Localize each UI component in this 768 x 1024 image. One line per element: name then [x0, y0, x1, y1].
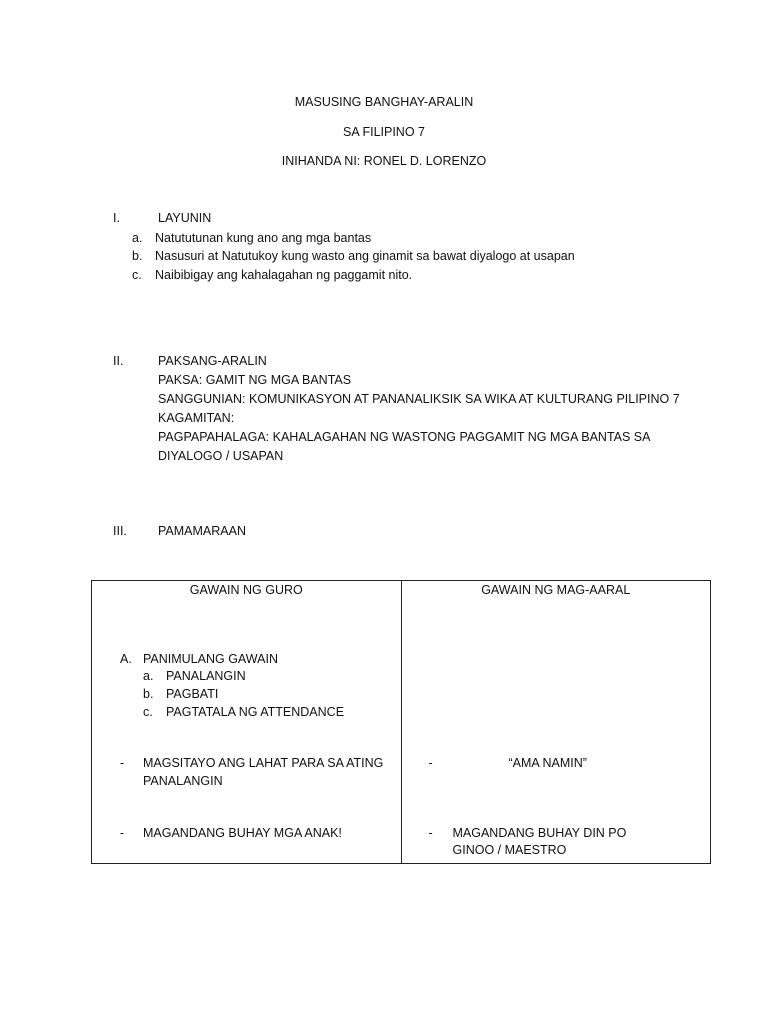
section2-numeral: II. — [113, 354, 124, 368]
student-column — [401, 581, 711, 864]
teacher-bullet1-marker: - — [120, 756, 125, 770]
subitem-b-marker: b. — [143, 687, 154, 701]
teacher-bullet1-line2: PANALANGIN — [143, 774, 223, 788]
doc-title: MASUSING BANGHAY-ARALIN — [294, 95, 474, 109]
teacher-column — [92, 581, 402, 864]
teacher-bullet1-line1: MAGSITAYO ANG LAHAT PARA SA ATING — [143, 756, 384, 770]
section1-numeral: I. — [113, 211, 120, 225]
subitem-c-marker: c. — [143, 705, 153, 719]
doc-author: INIHANDA NI: RONEL D. LORENZO — [281, 154, 487, 168]
student-bullet1-marker: - — [428, 756, 433, 770]
section2-reference: SANGGUNIAN: KOMUNIKASYON AT PANANALIKSIK SA WIKA AT KULTURANG PILIPINO 7 — [158, 392, 680, 406]
section1-title: LAYUNIN — [158, 211, 212, 225]
subitem-a: PANALANGIN — [166, 669, 246, 683]
part-a-title: PANIMULANG GAWAIN — [143, 652, 278, 666]
teacher-bullet2-marker: - — [120, 826, 125, 840]
section1-item-b: Nasusuri at Natutukoy kung wasto ang ginamit sa bawat diyalogo at usapan — [155, 249, 575, 263]
section2-values-line1: PAGPAPAHALAGA: KAHALAGAHAN NG WASTONG PAGGAMIT NG MGA BANTAS SA — [158, 430, 651, 444]
section1-item-a: Natututunan kung ano ang mga bantas — [155, 231, 372, 245]
student-bullet1: “AMA NAMIN” — [508, 756, 587, 770]
section2-values-line2: DIYALOGO / USAPAN — [158, 449, 284, 463]
procedure-table — [91, 580, 711, 864]
section3-title: PAMAMARAAN — [158, 524, 246, 538]
section2-topic: PAKSA: GAMIT NG MGA BANTAS — [158, 373, 352, 387]
student-bullet2-line1: MAGANDANG BUHAY DIN PO — [452, 826, 627, 840]
section1-item-b-marker: b. — [132, 249, 143, 263]
teacher-bullet2: MAGANDANG BUHAY MGA ANAK! — [143, 826, 342, 840]
subitem-c: PAGTATALA NG ATTENDANCE — [166, 705, 345, 719]
part-a-marker: A. — [120, 652, 132, 666]
section2-materials: KAGAMITAN: — [158, 411, 235, 425]
subitem-a-marker: a. — [143, 669, 154, 683]
section2-title: PAKSANG-ARALIN — [158, 354, 267, 368]
section3-numeral: III. — [113, 524, 127, 538]
doc-subject: SA FILIPINO 7 — [343, 125, 425, 139]
student-bullet2-line2: GINOO / MAESTRO — [452, 843, 567, 857]
teacher-column-header: GAWAIN NG GURO — [189, 583, 303, 597]
subitem-b: PAGBATI — [166, 687, 219, 701]
student-column-header: GAWAIN NG MAG-AARAL — [481, 583, 631, 597]
section1-item-a-marker: a. — [132, 231, 143, 245]
section1-item-c-marker: c. — [132, 268, 142, 282]
student-bullet2-marker: - — [428, 826, 433, 840]
section1-item-c: Naibibigay ang kahalagahan ng paggamit nito. — [155, 268, 413, 282]
